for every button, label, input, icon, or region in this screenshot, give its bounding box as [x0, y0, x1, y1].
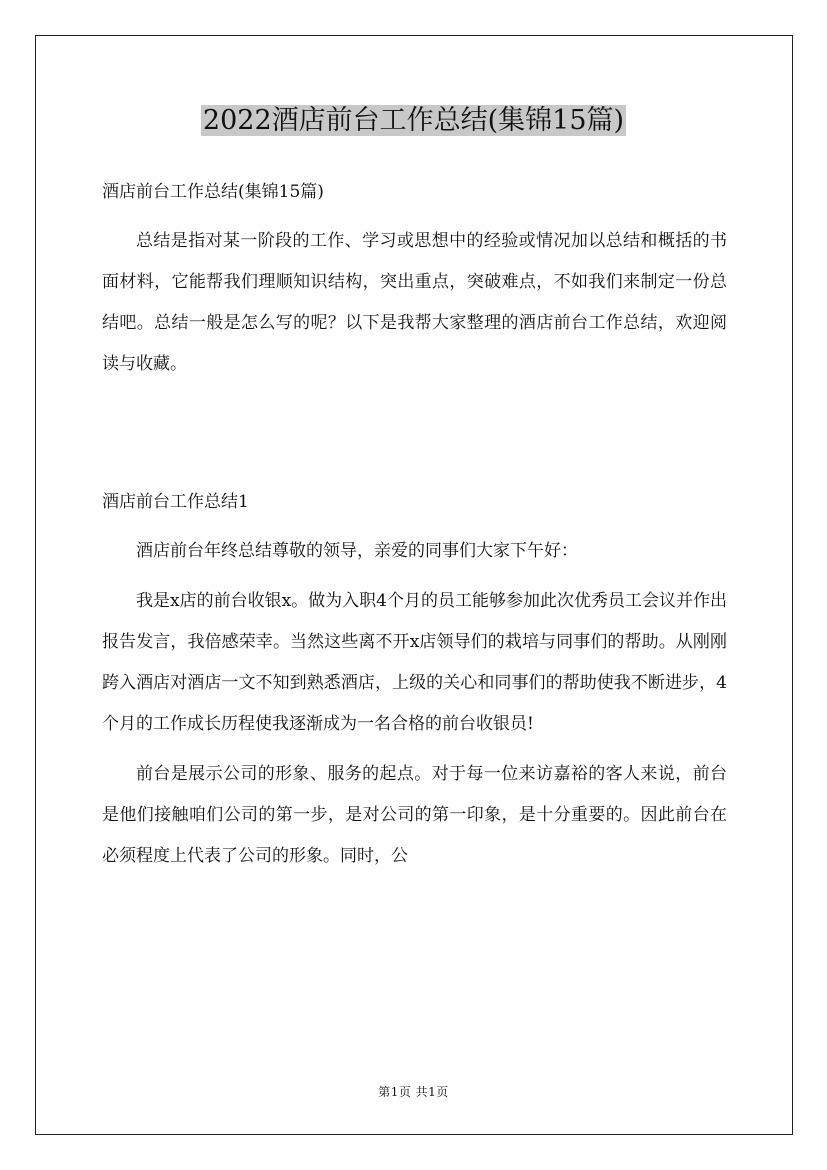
section-heading: 酒店前台工作总结1 — [102, 492, 249, 512]
document-subtitle: 酒店前台工作总结(集锦15篇) — [102, 182, 324, 202]
page-number-footer: 第1页 共1页 — [378, 1085, 449, 1099]
section-spacer — [102, 385, 727, 482]
body-paragraph: 前台是展示公司的形象、服务的起点。对于每一位来访嘉裕的客人来说，前台是他们接触咱们公司的第一步，是对公司的第一印象，是十分重要的。因此前台在必须程度上代表了公司的形象。同时，公 — [102, 764, 727, 866]
document-title — [0, 101, 827, 141]
document-body — [102, 172, 727, 877]
body-paragraph: 我是x店的前台收银x。做为入职4个月的员工能够参加此次优秀员工会议并作出报告发言，我倍感荣幸。当然这些离不开x店领导们的栽培与同事们的帮助。从刚刚跨入酒店对酒店一文不知到熟悉酒店，上级的关心和同事们的帮助使我不断进步，4个月的工作成长历程使我逐渐成为一名合格的前台收银员! — [102, 591, 727, 734]
intro-paragraph: 总结是指对某一阶段的工作、学习或思想中的经验或情况加以总结和概括的书面材料，它能帮我们理顺知识结构，突出重点，突破难点，不如我们来制定一份总结吧。总结一般是怎么写的呢？以下是我帮大家整理的酒店前台工作总结，欢迎阅读与收藏。 — [102, 231, 727, 374]
body-paragraph: 酒店前台年终总结尊敬的领导，亲爱的同事们大家下午好： — [136, 541, 578, 561]
document-title-text: 2022酒店前台工作总结(集锦15篇) — [202, 105, 625, 136]
